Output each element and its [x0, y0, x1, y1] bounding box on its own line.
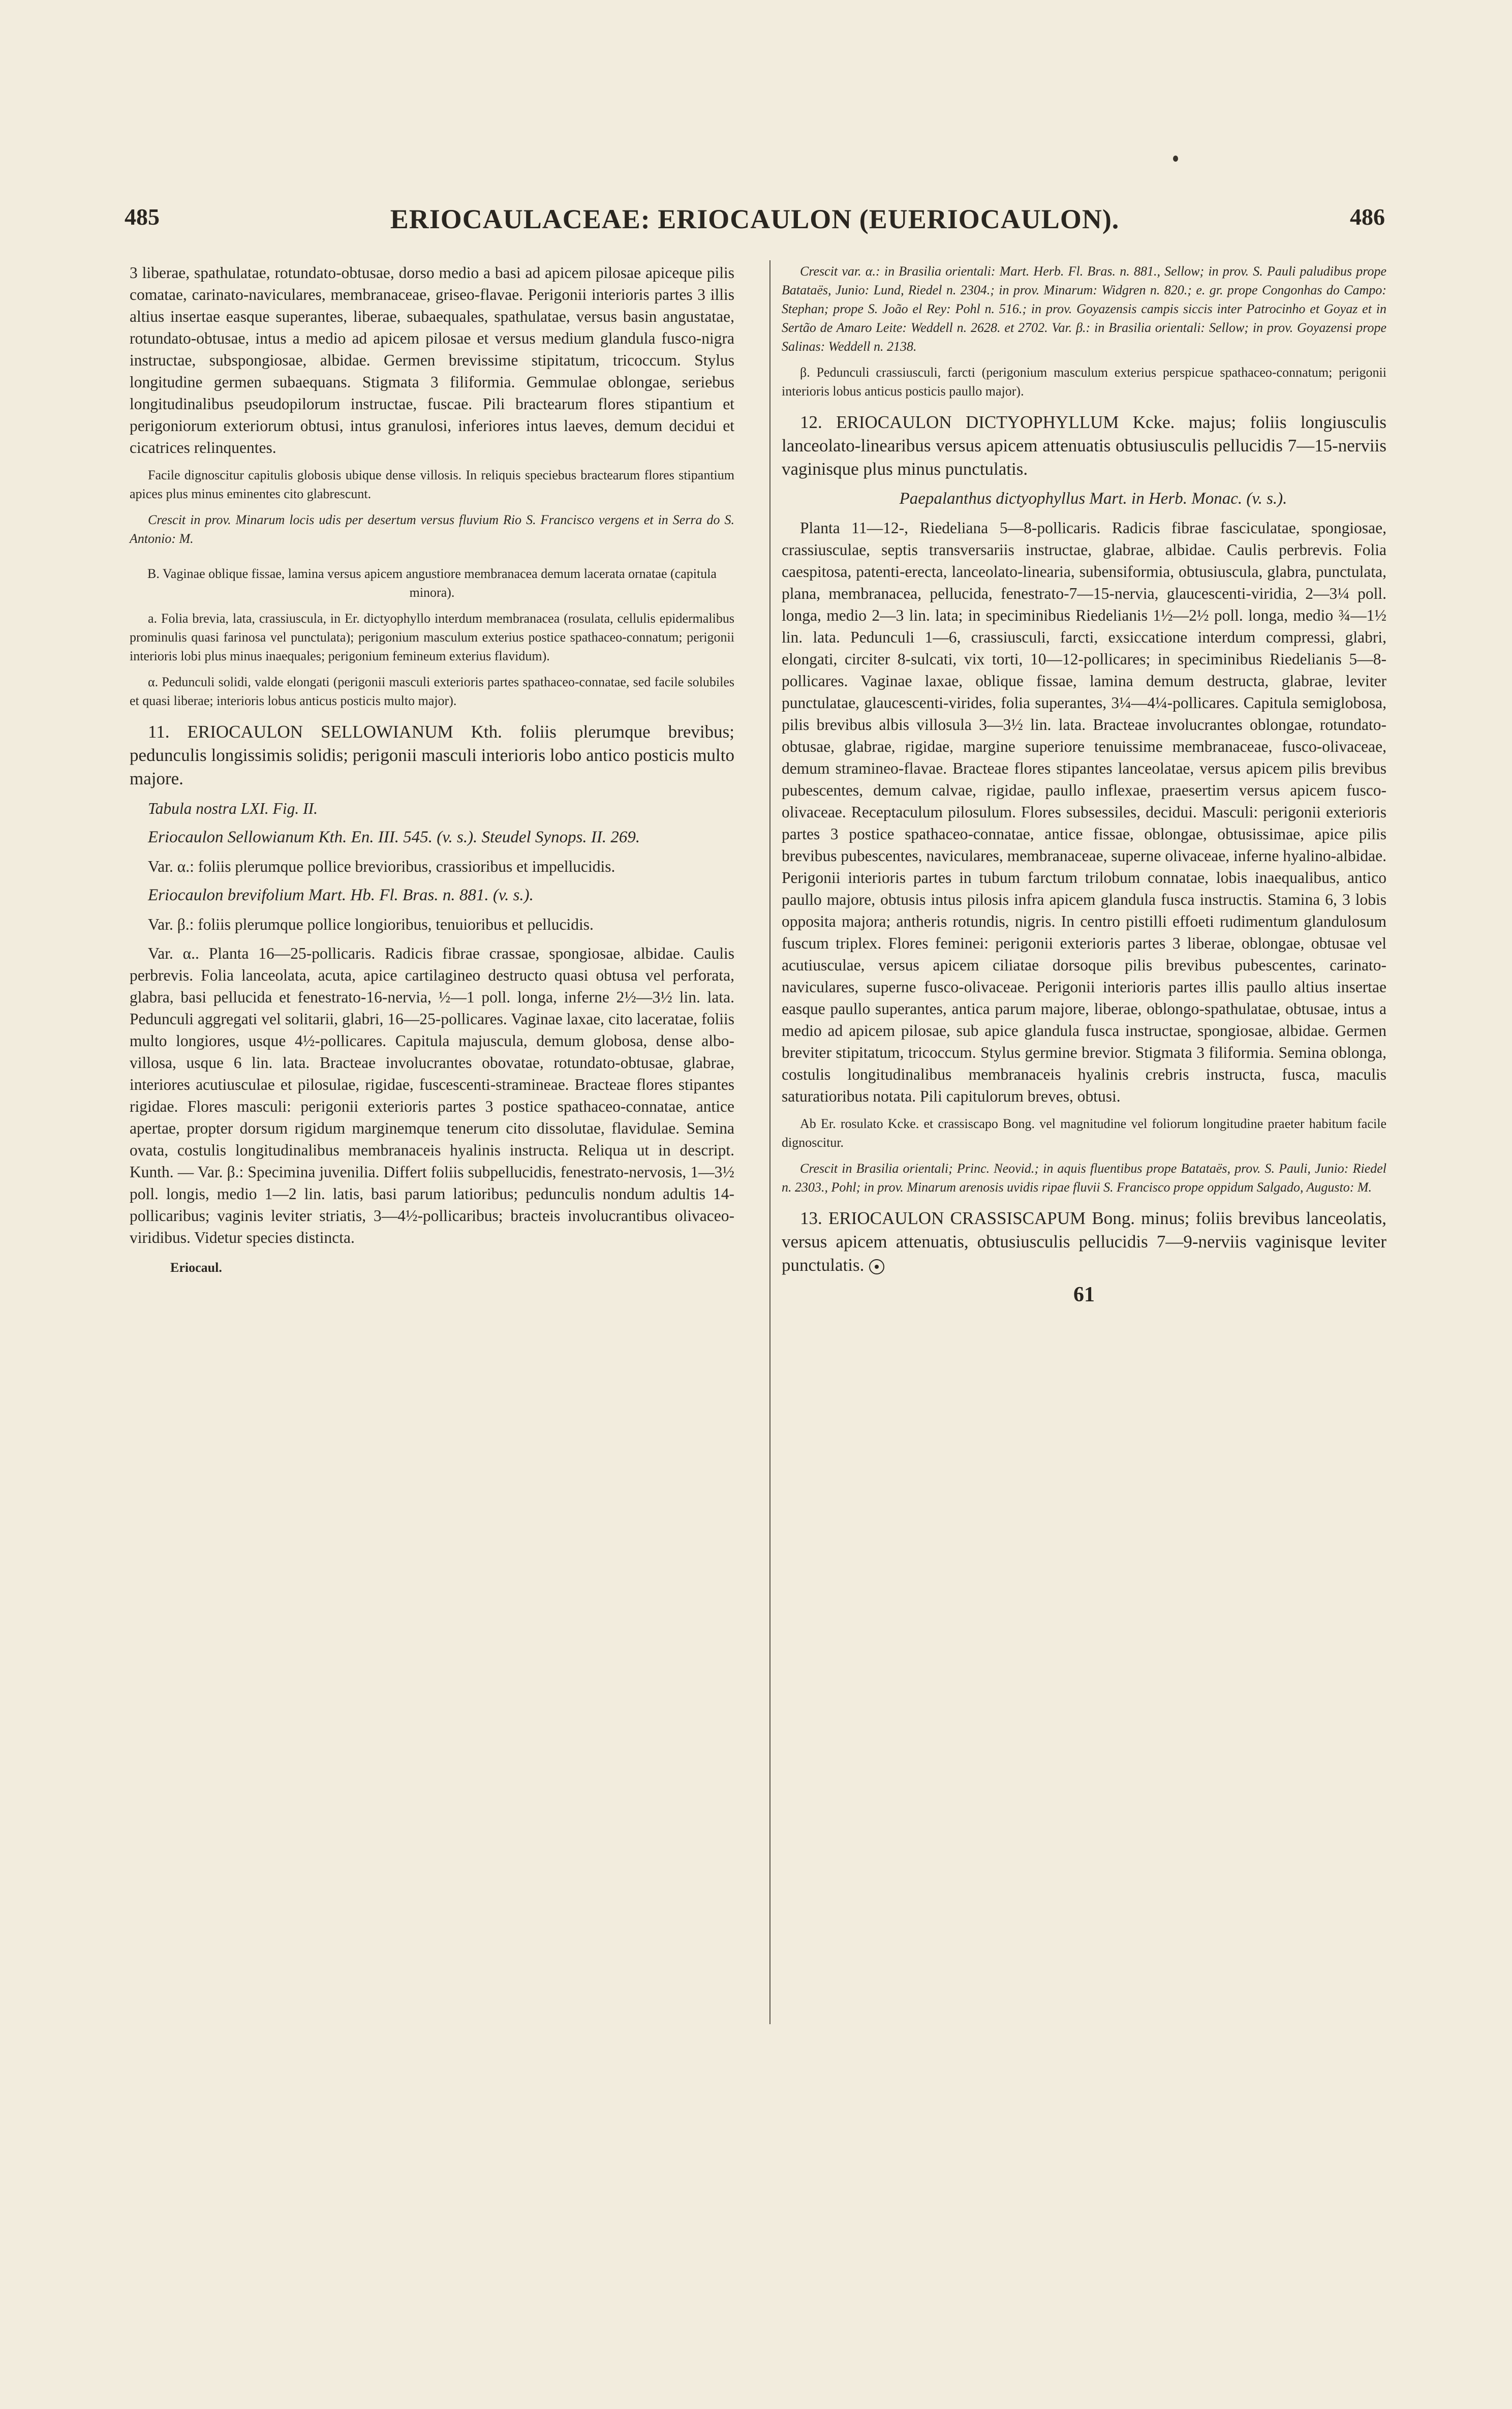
sheet-number: 61 [1073, 1283, 1095, 1306]
column-divider [769, 260, 770, 2024]
running-title: ERIOCAULACEAE: ERIOCAULON (EUERIOCAULON). [390, 204, 1120, 234]
key-section-a: a. Folia brevia, lata, crassiuscula, in Er. dictyophyllo interdum membranacea (rosulata, cellulis epidermalibus prominulis quasi farinosa vel punctulata); perigonium masculum exterius postice spathaceo-connatum; perigonii interioris lobi plus minus inaequales; perigonium femineum exterius flavidum). [130, 611, 734, 663]
species-13-heading [782, 1207, 1386, 1277]
plate-reference: Tabula nostra LXI. Fig. II. [148, 800, 318, 817]
circle-dot-icon [869, 1259, 884, 1274]
key-section-beta: β. Pedunculi crassiusculi, farcti (perigonium masculum exterius perspicue spathaceo-connatum; perigonii interioris lobus anticus posticis paullo major). [782, 365, 1386, 399]
species-11-heading: 11. ERIOCAULON SELLOWIANUM Kth. foliis plerumque brevibus; pedunculis longissimis solidis; perigonii masculi interioris lobo antico posticis multo majore. [130, 722, 734, 788]
species-13-text: 13. ERIOCAULON CRASSISCAPUM Bong. minus; foliis brevibus lanceolatis, versus apicem attenuatis, obtusiusculis pellucidis 7—9-nerviis vaginisque leviter punctulatis. [782, 1208, 1386, 1275]
diagnostic-note: Facile dignoscitur capitulis globosis ubique dense villosis. In reliquis speciebus bractearum flores stipantium apices plus minus eminentes cito glabrescunt. [130, 468, 734, 501]
ink-speck [1173, 156, 1178, 162]
variety-beta: Var. β.: foliis plerumque pollice longioribus, tenuioribus et pellucidis. [148, 916, 594, 933]
synonym-reference-1: Eriocaulon Sellowianum Kth. En. III. 545. (v. s.). Steudel Synops. II. 269. [148, 828, 640, 846]
species-12-heading: 12. ERIOCAULON DICTYOPHYLLUM Kcke. majus; foliis longiusculis lanceolato-linearibus versus apicem attenuatis obtusiusculis pellucidis 7—15-nerviis vaginisque plus minus punctulatis. [782, 412, 1386, 479]
left-column [130, 262, 734, 1278]
signature-mark: Eriocaul. [170, 1260, 222, 1275]
description-continued: 3 liberae, spathulatae, rotundato-obtusae, dorso medio a basi ad apicem pilosae apiceque pilis comatae, carinato-naviculares, membranaceae, griseo-flavae. Perigonii interioris partes 3 illis altius insertae easque superantes, liberae, subaequales, spathulatae, versus basin angustatae, rotundato-obtusae, intus a medio ad apicem pilosae et versus medium glandula fusco-nigra instructae, subspongiosae, albidae. Germen brevissime stipitatum, tricoccum. Stylus longitudine germen subaequans. Stigmata 3 filiformia. Gemmulae oblongae, seriebus longitudinalibus pseudopilorum instructae, fuscae. Pili bractearum flores stipantium et perigoniorum exteriorum obtusi, intus granulosi, inferiores intus laeves, demum decidui et cicatrices relinquentes. [130, 264, 734, 456]
page-number-right: 486 [1350, 204, 1385, 230]
species-11-description: Var. α.. Planta 16—25-pollicaris. Radicis fibrae crassae, spongiosae, albidae. Caulis perbrevis. Folia lanceolata, acuta, apice cartilagineo destructo quasi obtusa vel perforata, glabra, basi pellucida et fenestrato-16-nervia, ½—1 poll. longa, inferne 2½—3½ lin. lata. Pedunculi aggregati vel solitarii, glabri, 16—25-pollicares. Vaginae laxae, cito laceratae, foliis multo longiores, usque 4½-pollicares. Capitula majuscula, demum globosa, dense albo-villosa, usque 6 lin. lata. Bracteae involucrantes obovatae, rotundato-obtusae, glabrae, interiores acutiusculae et pilosulae, rigidae, fuscescenti-stramineae. Bracteae flores stipantes rigidae. Flores masculi: perigonii exterioris partes 3 postice spathaceo-connatae, antice apertae, propter dorsum rigidum marginemque tenerum cito dissolutae, flavidulae. Semina ovata, costulis longitudinalibus membranaceis hyalinis instructa. Reliqua ut in descript. Kunth. — Var. β.: Specimina juvenilia. Differt foliis subpellucidis, fenestrato-nervosis, 1—3½ poll. longis, medio 1—2 lin. latis, basi parum latioribus; pedunculis nondum adultis 14-pollicaribus; vaginis leviter striatis, 3—4½-pollicaribus; bracteis involucrantibus olivaceo-viridibus. Videtur species distincta. [130, 944, 734, 1246]
page-number-left: 485 [125, 204, 160, 230]
habitat-note: Crescit in prov. Minarum locis udis per desertum versus fluvium Rio S. Francisco vergens et in Serra do S. Antonio: M. [130, 512, 734, 546]
variety-alpha: Var. α.: foliis plerumque pollice brevioribus, crassioribus et impellucidis. [148, 858, 615, 875]
species-12-habitat: Crescit in Brasilia orientali; Princ. Neovid.; in aquis fluentibus prope Batataës, prov. S. Pauli, Junio: Riedel n. 2303., Pohl; in prov. Minarum arenosis uvidis ripae fluvii S. Francisco prope oppidum Salgado, Augusto: M. [782, 1161, 1386, 1195]
key-section-alpha: α. Pedunculi solidi, valde elongati (perigonii masculi exterioris partes spathaceo-connatae, sed facile solubiles et quasi liberae; interioris lobus anticus posticis multo major). [130, 675, 734, 708]
key-section-b: B. Vaginae oblique fissae, lamina versus apicem angustiore membranacea demum lacerata ornatae (capitula minora). [147, 566, 717, 600]
species-12-synonym: Paepalanthus dictyophyllus Mart. in Herb. Monac. (v. s.). [899, 490, 1287, 508]
species-12-note: Ab Er. rosulato Kcke. et crassiscapo Bong. vel magnitudine vel foliorum longitudine praeter habitum facile dignoscitur. [782, 1116, 1386, 1150]
synonym-reference-2: Eriocaulon brevifolium Mart. Hb. Fl. Bras. n. 881. (v. s.). [148, 886, 534, 904]
habitat-species-11: Crescit var. α.: in Brasilia orientali: Mart. Herb. Fl. Bras. n. 881., Sellow; in prov. S. Pauli paludibus prope Batataës, Junio: Lund, Riedel n. 2304.; in prov. Minarum: Widgren n. 820.; e. gr. prope Congonhas do Campo: Stephan; prope S. João el Rey: Pohl n. 516.; in prov. Goyazensis campis siccis inter Patrocinho et Goyaz et in Sertão de Amaro Leite: Weddell n. 2628. et 2702. Var. β.: in Brasilia orientali: Sellow; in prov. Goyazensi prope Salinas: Weddell n. 2138. [782, 264, 1386, 354]
right-column [782, 262, 1386, 1306]
page-header [125, 203, 1385, 244]
species-12-description: Planta 11—12-, Riedeliana 5—8-pollicaris. Radicis fibrae fasciculatae, spongiosae, crassiusculae, septis transversariis instructae, glabrae, albidae. Caulis perbrevis. Folia caespitosa, patenti-erecta, lanceolato-linearia, subensiformia, obtusiuscula, glabra, punctulata, plana, membranacea, pellucida, fenestrato-7—15-nervia, glaucescenti-viridia, 2—3¼ poll. longa, medio 2—3 lin. lata; in speciminibus Riedelianis 1½—2½ poll. longa, medio ¾—1½ lin. lata. Pedunculi 1—6, crassiusculi, farcti, exsiccatione interdum compressi, glabri, elongati, circiter 8-sulcati, vix torti, 10—12-pollicares; in speciminibus Riedelianis 5—8-pollicares. Vaginae laxae, oblique fissae, lamina demum destructa, glabrae, leviter punctulatae, glaucescenti-virides, folia superantes, 3¼—4¼-pollicares. Capitula semiglobosa, pilis brevibus albis villosula 3—3½ lin. lata. Bracteae involucrantes oblongae, rotundato-obtusae, glabrae, rigidae, margine superiore tenuissime membranaceae, fusco-olivaceae, demum stramineo-flavae. Bracteae flores stipantes lanceolatae, versus apicem pilis brevibus pubescentes, demum calvae, rigidae, paullo inflexae, praesertim versus apicem fusco-olivaceae. Receptaculum pilosulum. Flores subsessiles, decidui. Masculi: perigonii exterioris partes 3 postice spathaceo-connatae, antice fissae, oblongae, obtusissimae, apice pilis brevibus pubescentes, naviculares, membranaceae, superne olivaceae, inferne hyalino-albidae. Perigonii interioris partes in tubum farctum trilobum connatae, lobis inaequalibus, antico paullo majore, obtusis intus pilosis infra apicem glandula fusca instructis. Stamina 6, 3 lobis opposita majora; antheris rotundis, nigris. In centro pistilli effoeti rudimentum glandulosum fuscum triplex. Flores feminei: perigonii exterioris partes 3 liberae, oblongae, obtusae vel acutiusculae, versus apicem ciliatae dorsoque pilis brevibus pubescentes, carinato-naviculares, superne fusco-olivaceae. Perigonii interioris partes illis paullo altius insertae easque paullo superantes, antica parum majore, liberae, oblongo-spathulatae, obtusae, intus a medio ad apicem pilosae, sub apice glandula fusca instructae, spongiosae, albidae. Germen breviter stipitatum, tricoccum. Stylus germine brevior. Stigmata 3 filiformia. Semina oblonga, costulis longitudinalibus membranaceis hyalinis crebris instructa, fusca, maculis saturatioribus notata. Pili capitulorum breves, obtusi. [782, 519, 1386, 1105]
